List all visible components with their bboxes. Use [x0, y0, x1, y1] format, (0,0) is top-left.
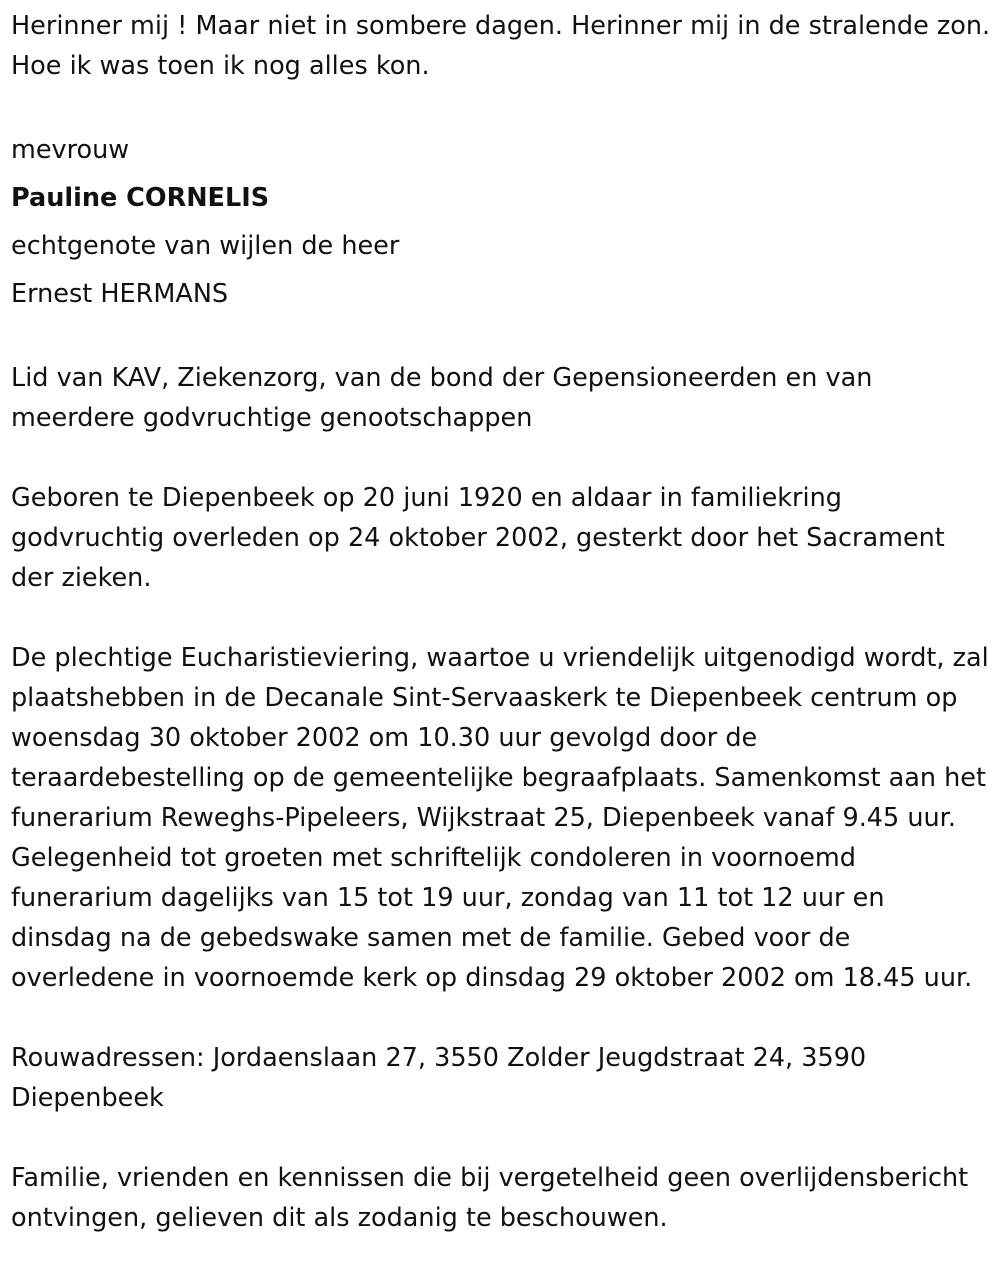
ceremony-paragraph: De plechtige Eucharistieviering, waartoe u vriendelijk uitgenodigd wordt, zal plaatshebben in de Decanale Sint-Servaaskerk te Diepenbeek centrum op woensdag 30 oktober 2002 om 10.30 uur gevolgd door de teraardebestelling op de gemeentelijke begraafplaats. Samenkomst aan het funerarium Reweghs-Pipeleers, Wijkstraat 25, Diepenbeek vanaf 9.45 uur. Gelegenheid tot groeten met schriftelijk condoleren in voornoemd funerarium dagelijks van 15 tot 19 uur, zondag van 11 tot 12 uur en dinsdag na de gebedswake samen met de familie. Gebed voor de overledene in voornoemde kerk op dinsdag 29 oktober 2002 om 18.45 uur.	[11, 643, 989, 993]
memorial-quote: Herinner mij ! Maar niet in sombere dagen. Herinner mij in de stralende zon. Hoe ik was toen ik nog alles kon.	[11, 11, 991, 81]
title-prefix: mevrouw	[11, 135, 130, 165]
spouse-name: Ernest HERMANS	[11, 279, 229, 309]
obituary-document	[11, 6, 991, 1238]
relation-text: echtgenote van wijlen de heer	[11, 231, 400, 261]
spacer	[11, 1118, 991, 1158]
spacer	[11, 598, 991, 638]
closing-paragraph: Familie, vrienden en kennissen die bij vergetelheid geen overlijdensbericht ontvingen, gelieven dit als zodanig te beschouwen.	[11, 1163, 969, 1233]
spacer	[11, 318, 991, 358]
spacer	[11, 438, 991, 478]
spacer	[11, 86, 991, 126]
spacer	[11, 998, 991, 1038]
deceased-name: Pauline CORNELIS	[11, 183, 270, 213]
membership-paragraph: Lid van KAV, Ziekenzorg, van de bond der Gepensioneerden en van meerdere godvruchtige genootschappen	[11, 363, 873, 433]
birth-death-paragraph: Geboren te Diepenbeek op 20 juni 1920 en aldaar in familiekring godvruchtig overleden op 24 oktober 2002, gesterkt door het Sacrament der zieken.	[11, 483, 945, 593]
addresses-paragraph: Rouwadressen: Jordaenslaan 27, 3550 Zolder Jeugdstraat 24, 3590 Diepenbeek	[11, 1043, 867, 1113]
